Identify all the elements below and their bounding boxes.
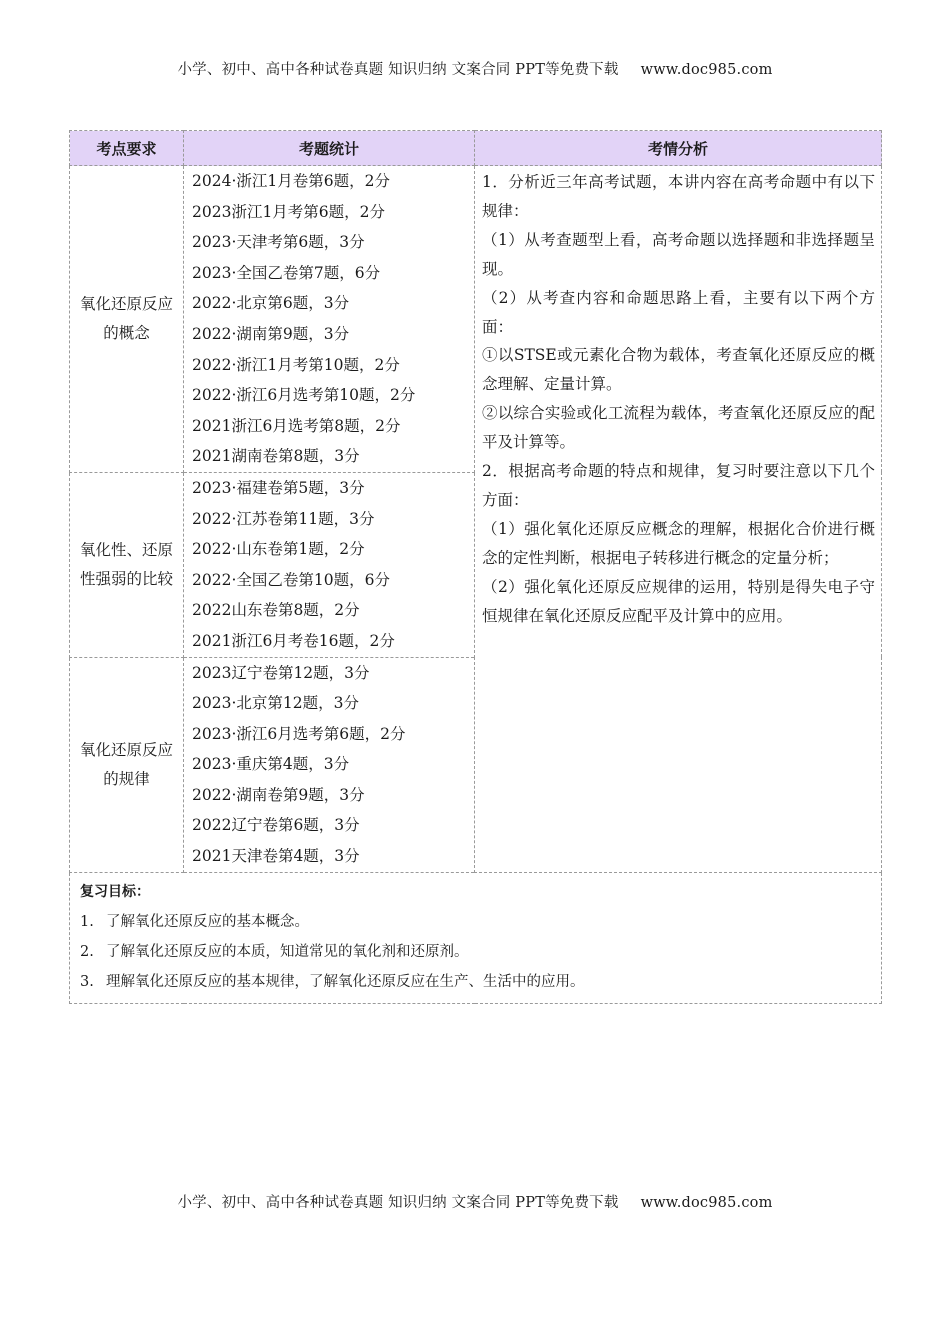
stat-item: 2021湖南卷第8题，3分 bbox=[192, 447, 360, 466]
stat-item: 2022·江苏卷第11题，3分 bbox=[192, 509, 375, 528]
footer-url[interactable]: www.doc985.com bbox=[640, 1195, 773, 1211]
stat-item: 2023·福建卷第5题，3分 bbox=[192, 478, 365, 497]
stats-cell bbox=[184, 472, 475, 657]
review-goals-title: 复习目标： bbox=[80, 883, 150, 900]
review-goal-number: 3. bbox=[80, 973, 94, 990]
page-header bbox=[0, 58, 950, 79]
footer-text: 小学、初中、高中各种试卷真题 知识归纳 文案合同 PPT等免费下载 bbox=[177, 1195, 619, 1211]
stat-item: 2023·浙江6月选考第6题，2分 bbox=[192, 724, 406, 743]
review-goal-item bbox=[80, 907, 871, 937]
review-goal-text: 理解氧化还原反应的基本规律，了解氧化还原反应在生产、生活中的应用。 bbox=[106, 973, 585, 990]
stat-item: 2022山东卷第8题，2分 bbox=[192, 601, 360, 620]
stat-item: 2023浙江1月考第6题，2分 bbox=[192, 202, 386, 221]
table-row bbox=[70, 166, 882, 473]
review-goal-number: 1. bbox=[80, 913, 94, 930]
stat-item: 2023辽宁卷第12题，3分 bbox=[192, 663, 370, 682]
analysis-paragraph: （1）强化氧化还原反应概念的理解，根据化合价进行概念的定性判断，根据电子转移进行概念的定量分析； bbox=[482, 519, 875, 567]
stat-item: 2022·全国乙卷第10题，6分 bbox=[192, 570, 390, 589]
page-footer bbox=[0, 1191, 950, 1212]
analysis-paragraph: ②以综合实验或化工流程为载体，考查氧化还原反应的配平及计算等。 bbox=[482, 404, 875, 452]
stat-item: 2022·浙江1月考第10题，2分 bbox=[192, 355, 400, 374]
stat-item: 2023·天津考第6题，3分 bbox=[192, 233, 365, 252]
stat-item: 2022·湖南第9题，3分 bbox=[192, 324, 350, 343]
stat-item: 2023·北京第12题，3分 bbox=[192, 694, 359, 713]
exam-analysis-table bbox=[69, 130, 882, 1004]
analysis-paragraph: 2．根据高考命题的特点和规律，复习时要注意以下几个方面： bbox=[482, 462, 875, 509]
analysis-cell bbox=[475, 166, 882, 873]
stat-item: 2023·全国乙卷第7题，6分 bbox=[192, 263, 381, 282]
analysis-paragraph: ①以STSE或元素化合物为载体，考查氧化还原反应的概念理解、定量计算。 bbox=[482, 346, 875, 394]
topic-cell: 氧化性、还原性强弱的比较 bbox=[70, 472, 184, 657]
review-goals-row bbox=[70, 872, 882, 1003]
stat-item: 2021浙江6月考卷16题，2分 bbox=[192, 631, 395, 650]
stats-cell bbox=[184, 166, 475, 473]
header-stats: 考题统计 bbox=[184, 131, 475, 166]
stat-item: 2021天津卷第4题，3分 bbox=[192, 847, 360, 866]
analysis-paragraph: 1．分析近三年高考试题，本讲内容在高考命题中有以下规律： bbox=[482, 173, 875, 220]
table-header-row bbox=[70, 131, 882, 166]
stats-cell bbox=[184, 657, 475, 872]
header-analysis: 考情分析 bbox=[475, 131, 882, 166]
review-goal-item bbox=[80, 937, 871, 967]
review-goal-text: 了解氧化还原反应的基本概念。 bbox=[106, 913, 309, 930]
analysis-paragraph: （1）从考查题型上看，高考命题以选择题和非选择题呈现。 bbox=[482, 230, 875, 278]
stat-item: 2021浙江6月选考第8题，2分 bbox=[192, 416, 401, 435]
topic-cell: 氧化还原反应的概念 bbox=[70, 166, 184, 473]
stat-item: 2022·山东卷第1题，2分 bbox=[192, 540, 365, 559]
review-goal-number: 2. bbox=[80, 943, 94, 960]
stat-item: 2022·浙江6月选考第10题，2分 bbox=[192, 386, 416, 405]
analysis-paragraph: （2）强化氧化还原反应规律的运用，特别是得失电子守恒规律在氧化还原反应配平及计算中的应用。 bbox=[482, 577, 875, 625]
header-url[interactable]: www.doc985.com bbox=[640, 62, 773, 78]
header-text: 小学、初中、高中各种试卷真题 知识归纳 文案合同 PPT等免费下载 bbox=[177, 62, 619, 78]
stat-item: 2024·浙江1月卷第6题，2分 bbox=[192, 172, 390, 190]
stat-item: 2022·北京第6题，3分 bbox=[192, 294, 350, 313]
header-topic: 考点要求 bbox=[70, 131, 184, 166]
review-goal-item bbox=[80, 967, 871, 997]
analysis-paragraph: （2）从考查内容和命题思路上看，主要有以下两个方面： bbox=[482, 288, 875, 336]
review-goals-cell bbox=[70, 872, 882, 1003]
stat-item: 2022辽宁卷第6题，3分 bbox=[192, 816, 360, 835]
topic-cell: 氧化还原反应的规律 bbox=[70, 657, 184, 872]
review-goal-text: 了解氧化还原反应的本质，知道常见的氧化剂和还原剂。 bbox=[106, 943, 469, 960]
stat-item: 2022·湖南卷第9题，3分 bbox=[192, 785, 365, 804]
stat-item: 2023·重庆第4题，3分 bbox=[192, 755, 350, 774]
